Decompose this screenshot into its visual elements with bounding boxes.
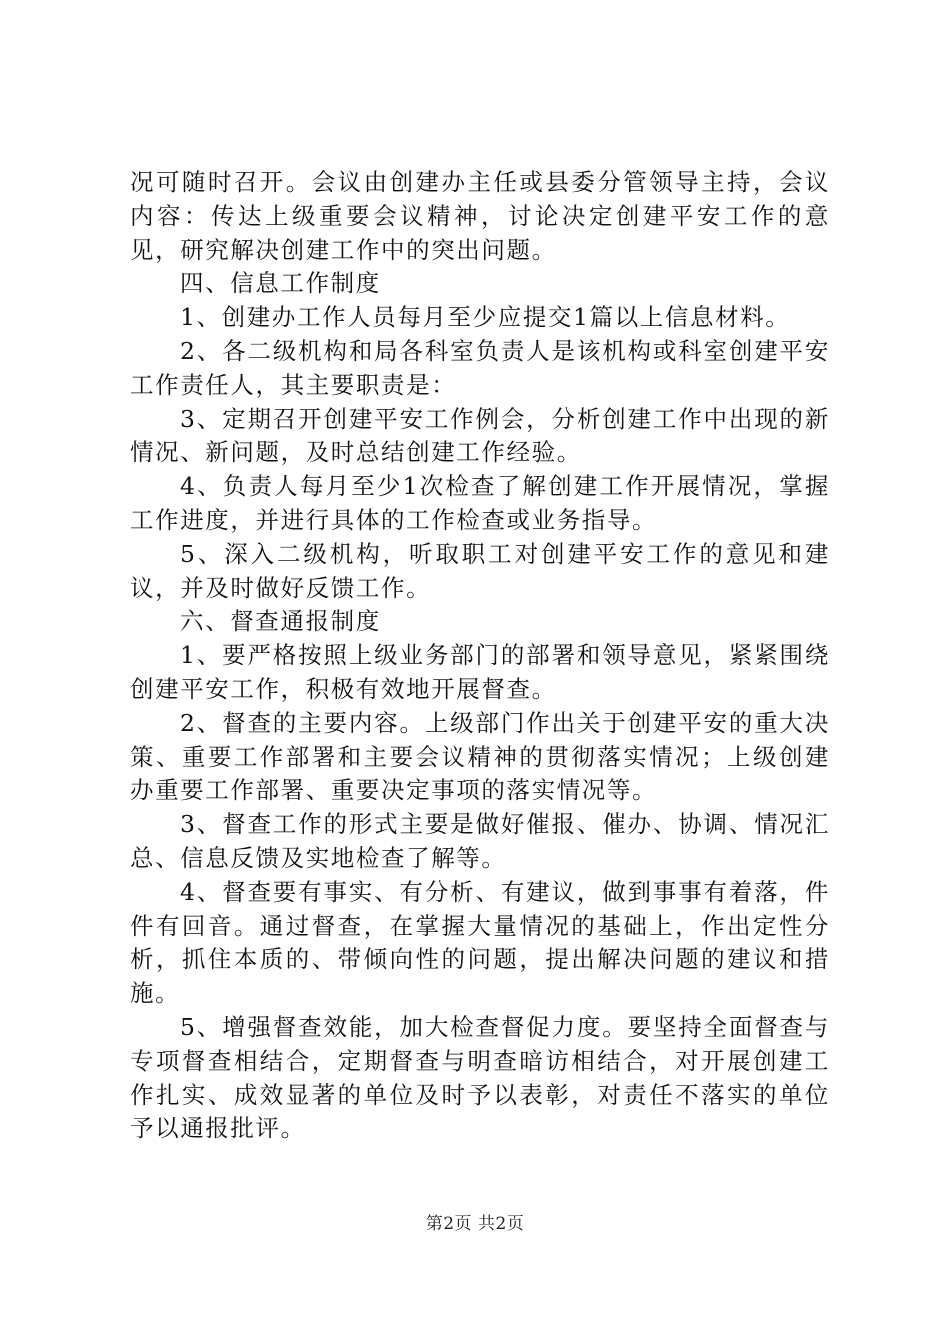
paragraph: 况可随时召开。会议由创建办主任或县委分管领导主持，会议内容：传达上级重要会议精神，讨论决定创建平安工作的意见，研究解决创建工作中的突出问题。	[130, 168, 830, 264]
paragraph: 2、各二级机构和局各科室负责人是该机构或科室创建平安工作责任人，其主要职责是：	[130, 336, 830, 399]
document-body	[130, 166, 830, 1146]
paragraph: 5、增强督查效能，加大检查督促力度。要坚持全面督查与专项督查相结合，定期督查与明查暗访相结合，对开展创建工作扎实、成效显著的单位及时予以表彰，对责任不落实的单位予以通报批评。	[130, 1012, 830, 1143]
page-number-footer: 第2页 共2页	[425, 1214, 525, 1234]
paragraph: 3、督查工作的形式主要是做好催报、催办、协调、情况汇总、信息反馈及实地检查了解等。	[130, 810, 830, 872]
paragraph: 4、督查要有事实、有分析、有建议，做到事事有着落，件件有回音。通过督查，在掌握大量情况的基础上，作出定性分析，抓住本质的、带倾向性的问题，提出解决问题的建议和措施。	[130, 877, 830, 1008]
paragraph: 1、创建办工作人员每月至少应提交1篇以上信息材料。	[180, 303, 791, 332]
section-heading: 六、督查通报制度	[180, 607, 381, 636]
section-heading: 四、信息工作制度	[180, 269, 381, 298]
paragraph: 1、要严格按照上级业务部门的部署和领导意见，紧紧围绕创建平安工作，积极有效地开展督查。	[130, 641, 830, 703]
paragraph: 2、督查的主要内容。上级部门作出关于创建平安的重大决策、重要工作部署和主要会议精神的贯彻落实情况；上级创建办重要工作部署、重要决定事项的落实情况等。	[130, 708, 830, 805]
paragraph: 5、深入二级机构，听取职工对创建平安工作的意见和建议，并及时做好反馈工作。	[130, 539, 830, 602]
paragraph: 4、负责人每月至少1次检查了解创建工作开展情况，掌握工作进度，并进行具体的工作检查或业务指导。	[130, 472, 830, 534]
paragraph: 3、定期召开创建平安工作例会，分析创建工作中出现的新情况、新问题，及时总结创建工作经验。	[130, 404, 830, 467]
